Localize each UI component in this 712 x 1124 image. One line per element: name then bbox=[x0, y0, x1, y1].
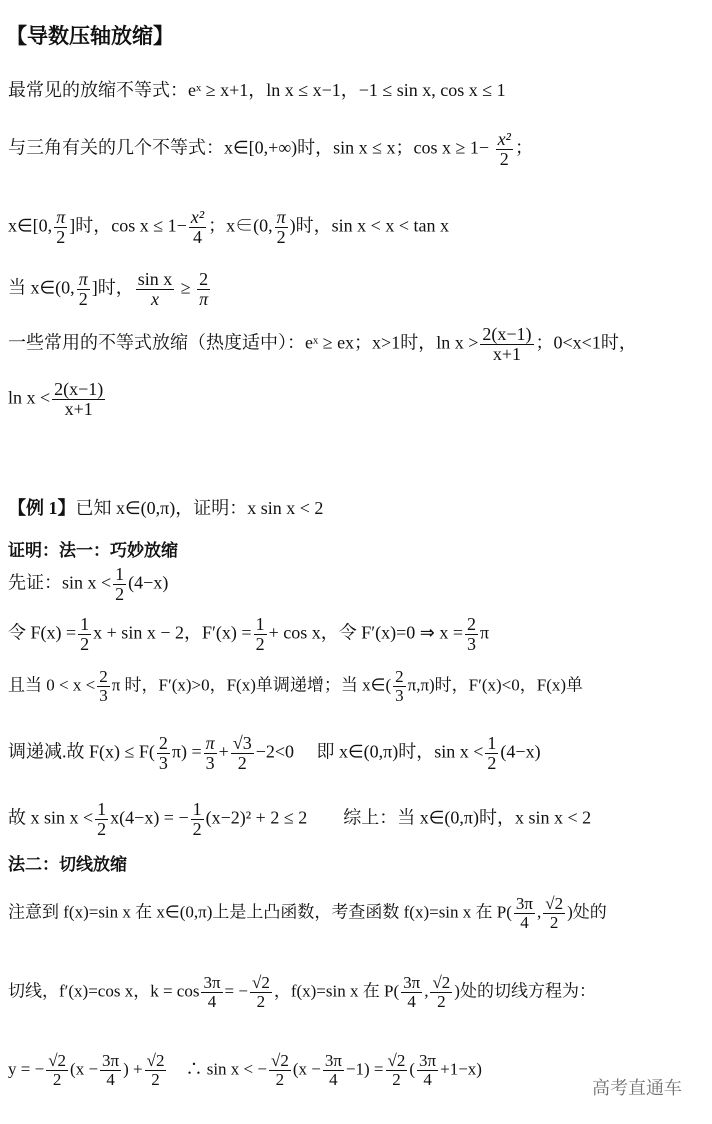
example-label: 【例 1】 bbox=[8, 498, 76, 518]
text-line-15: 注意到 f(x)=sin x 在 x∈(0,π)上是上凸函数，考查函数 f(x)=sin x 在 P( $\frac{3\pi}{4}$ , $\frac{√2}{2}$ )处的 bbox=[8, 894, 607, 932]
proof-heading-2: 法二：切线放缩 bbox=[8, 855, 127, 875]
fraction: $\frac{\text{x²}}{2}$ bbox=[497, 129, 511, 169]
text-line-11: 且当 0 < x < $\frac{2}{3}$ π 时，F′(x)>0，F(x)单调递增；当 x∈( $\frac{2}{3}$ π,π)时，F′(x)<0，F(x)单 bbox=[8, 667, 584, 705]
example-1-line: 【例 1】已知 x∈(0,π)，证明：x sin x < 2 bbox=[8, 498, 324, 518]
text-line-12: 调递减.故 F(x) ≤ F( $\frac{2}{3}$ π) = $\frac{\pi}{3}$ + $\frac{√3}{2}$ −2<0 即 x∈(0,π)时，sin x < $\frac{1}{2}$ (4−x) bbox=[8, 733, 541, 773]
text-line-5: 一些常用的不等式放缩（热度适中）：eˣ ≥ ex；x>1时，ln x > $\frac{2(x-1)}{x+1}$ ；0<x<1时， bbox=[8, 324, 637, 364]
text-line-13: 故 x sin x < $\frac{1}{2}$ x(4−x) = − $\frac{1}{2}$ (x−2)² + 2 ≤ 2 综上：当 x∈(0,π)时，x sin x < 2 bbox=[8, 799, 592, 839]
text-line-2: 与三角有关的几个不等式：x∈[0,+∞)时，sin x ≤ x；cos x ≥ 1− $\frac{\text{x²}}{2}$ ； bbox=[8, 129, 533, 169]
text-line-1: 最常见的放缩不等式：eˣ ≥ x+1，ln x ≤ x−1，−1 ≤ sin x, cos x ≤ 1 bbox=[8, 80, 506, 100]
watermark: 高考直通车 bbox=[592, 1078, 682, 1099]
proof-heading-1: 证明：法一：巧妙放缩 bbox=[8, 541, 178, 561]
text-line-16: 切线，f′(x)=cos x，k = cos $\frac{3\pi}{4}$ = − $\frac{√2}{2}$ ，f(x)=sin x 在 P( $\frac{3\pi}{4}$ , $\frac{√2}{2}$ )处的切线方程为： bbox=[8, 973, 596, 1011]
text-line-6: ln x < $\frac{2(x-1)}{x+1}$ bbox=[8, 379, 104, 419]
page-title: 【导数压轴放缩】 bbox=[6, 24, 174, 48]
text-line-10: 令 F(x) = $\frac{1}{2}$ x + sin x − 2，F′(x) = $\frac{1}{2}$ + cos x，令 F′(x)=0 ⇒ x = $\frac{2}{3}$ π bbox=[8, 614, 490, 654]
text-line-4: 当 x∈(0, $\frac{\pi}{2}$ ]时， $\frac{\text{sin x}}{x}$ ≥ $\frac{2}{\pi}$ bbox=[8, 269, 209, 309]
text-line-9: 先证：sin x < $\frac{1}{2}$ (4−x) bbox=[8, 564, 169, 604]
text-line-17: y = − $\frac{√2}{2}$ (x − $\frac{3\pi}{4}$ ) + $\frac{√2}{2}$ ∴ sin x < − $\frac{√2}{2}$ (x − $\frac{3\pi}{4}$ −1) = $\frac{√2}{2}$ ( $\frac{3\pi}{4}$ +1−x) bbox=[8, 1051, 482, 1089]
text-line-3: x∈[0, $\frac{\pi}{2}$ ]时，cos x ≤ 1− $\frac{\text{x²}}{4}$ ；x∈(0, $\frac{\pi}{2}$ )时，sin x < x < tan x bbox=[8, 207, 449, 247]
